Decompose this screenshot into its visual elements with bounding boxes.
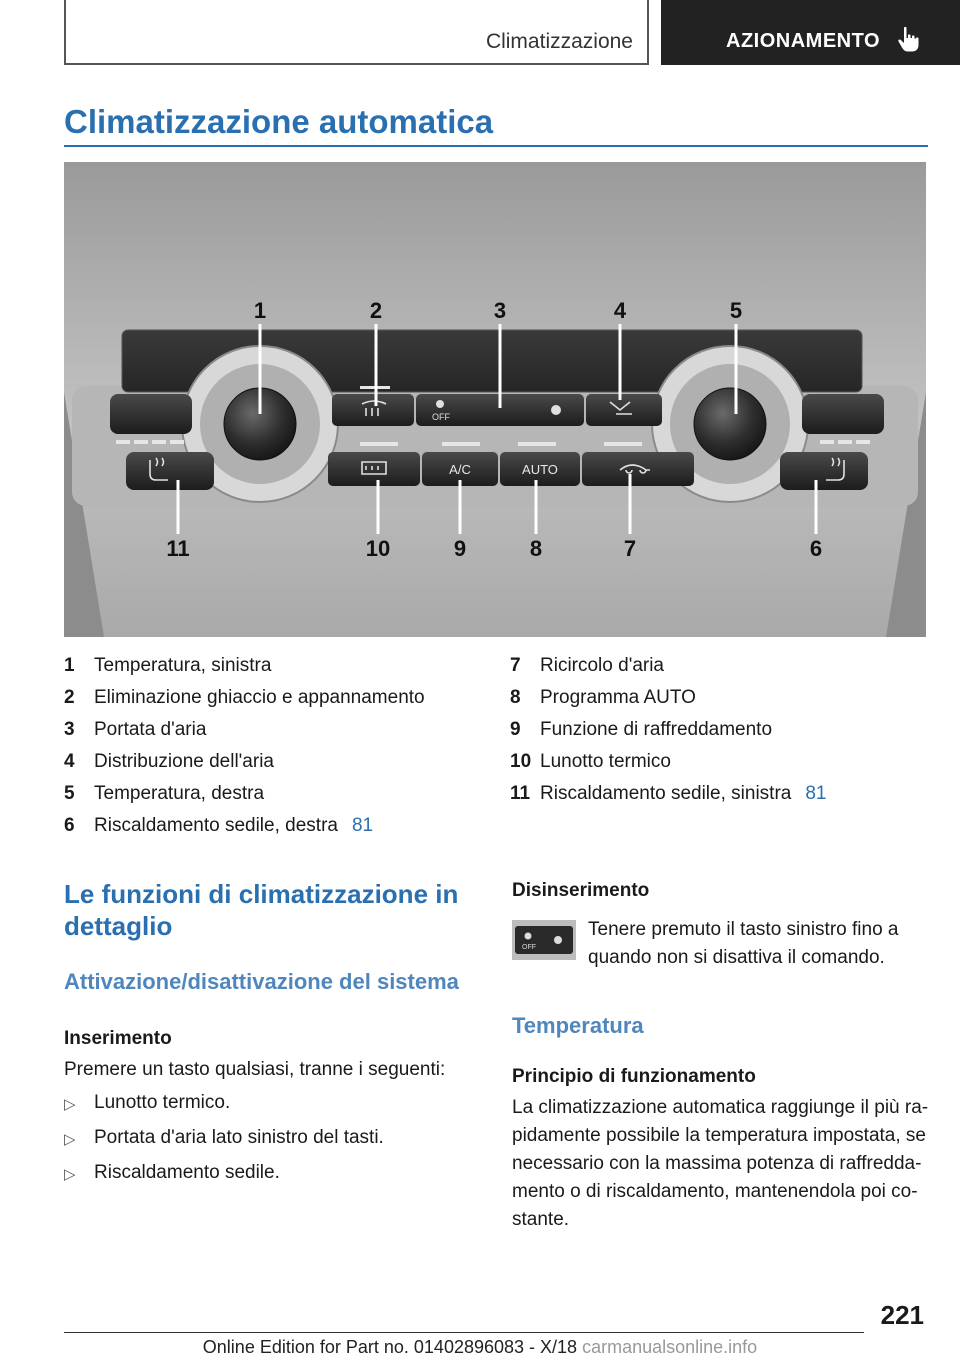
- page-number: 221: [880, 1300, 924, 1330]
- inserimento-text: Premere un tasto qualsiasi, tranne i seguenti:: [64, 1059, 446, 1080]
- header-section-box: [64, 0, 649, 65]
- climate-panel-svg: [64, 162, 926, 637]
- disinserimento-heading: Disinserimento: [512, 880, 650, 901]
- legend-item: 4 Distribuzione dell'aria: [64, 751, 274, 772]
- triangle-bullet-icon: ▷: [64, 1131, 76, 1148]
- legend-left: [64, 650, 425, 842]
- callout-8: 8: [529, 536, 543, 561]
- callout-3: 3: [493, 298, 507, 323]
- subsection-heading: Attivazione/disattivazione del sistema: [64, 969, 459, 994]
- list-item: ▷ Portata d'aria lato sinistro del tasti.: [64, 1124, 484, 1154]
- temperatura-heading: Temperatura: [512, 1013, 644, 1038]
- pointing-hand-icon: [897, 26, 921, 52]
- legend-item: 8 Programma AUTO: [510, 687, 696, 708]
- legend-item: 9 Funzione di raffreddamento: [510, 719, 773, 740]
- legend-right: [510, 650, 826, 810]
- legend-item: 5 Temperatura, destra: [64, 783, 265, 804]
- legend-item: 2 Eliminazione ghiaccio e appannamento: [64, 687, 425, 708]
- callout-4: 4: [613, 298, 627, 323]
- disinserimento-text: Tenere premuto il tasto sinistro fino a quando non si disattiva il comando.: [588, 919, 899, 968]
- triangle-bullet-icon: ▷: [64, 1166, 76, 1183]
- right-column: [512, 878, 932, 1234]
- legend-item: 11 Riscaldamento sedile, sinistra 81: [510, 778, 826, 810]
- header-section-title: Climatizzazione: [485, 30, 633, 53]
- header-chapter-label: AZIONAMENTO: [726, 30, 881, 52]
- callout-1: 1: [253, 298, 267, 323]
- climate-control-panel-figure: [64, 162, 926, 637]
- footer-divider: [64, 1332, 864, 1333]
- footer-edition: Online Edition for Part no. 01402896083 - X/18 carmanualsonline.info: [202, 1337, 758, 1357]
- fan-off-button-icon: [512, 920, 576, 960]
- principle-heading: Principio di funzionamento: [512, 1066, 756, 1087]
- page-ref-link[interactable]: 81: [351, 815, 374, 836]
- callout-5: 5: [729, 298, 743, 323]
- list-item: ▷ Lunotto termico.: [64, 1089, 484, 1119]
- left-column: [64, 878, 484, 1189]
- watermark: carmanualsonline.info: [582, 1337, 758, 1357]
- legend-item: 3 Portata d'aria: [64, 719, 207, 740]
- inserimento-heading: Inserimento: [64, 1028, 172, 1049]
- callout-11: 11: [166, 536, 190, 561]
- page-title: Climatizzazione automatica: [64, 103, 494, 140]
- principle-text: La climatizzazione automatica raggiunge il più ra-pidamente possibile la temperatura impostata, se necessario con la massima potenza di raffredda-mento o di riscaldamento, mantenendola poi co-stante.: [512, 1097, 929, 1230]
- section-heading: Le funzioni di climatizzazione in dettaglio: [64, 879, 459, 941]
- auto-button-label: AUTO: [522, 462, 558, 477]
- legend-item: 10 Lunotto termico: [510, 751, 671, 772]
- off-button-label: OFF: [432, 412, 450, 422]
- callout-10: 10: [365, 536, 391, 561]
- callout-2: 2: [369, 298, 383, 323]
- ac-button-label: A/C: [449, 462, 471, 477]
- triangle-bullet-icon: ▷: [64, 1096, 76, 1113]
- page-ref-link[interactable]: 81: [805, 783, 827, 804]
- callout-6: 6: [809, 536, 823, 561]
- callout-7: 7: [623, 536, 637, 561]
- header-chapter-tab[interactable]: [661, 0, 960, 65]
- legend-item: 1 Temperatura, sinistra: [64, 655, 272, 676]
- svg-text:OFF: OFF: [522, 944, 536, 951]
- title-divider: [64, 145, 928, 147]
- callout-9: 9: [453, 536, 467, 561]
- list-item: ▷ Riscaldamento sedile.: [64, 1159, 484, 1189]
- legend-item: 7 Ricircolo d'aria: [510, 655, 665, 676]
- legend-item: 6 Riscaldamento sedile, destra 81: [64, 810, 425, 842]
- off-instruction: [512, 916, 932, 972]
